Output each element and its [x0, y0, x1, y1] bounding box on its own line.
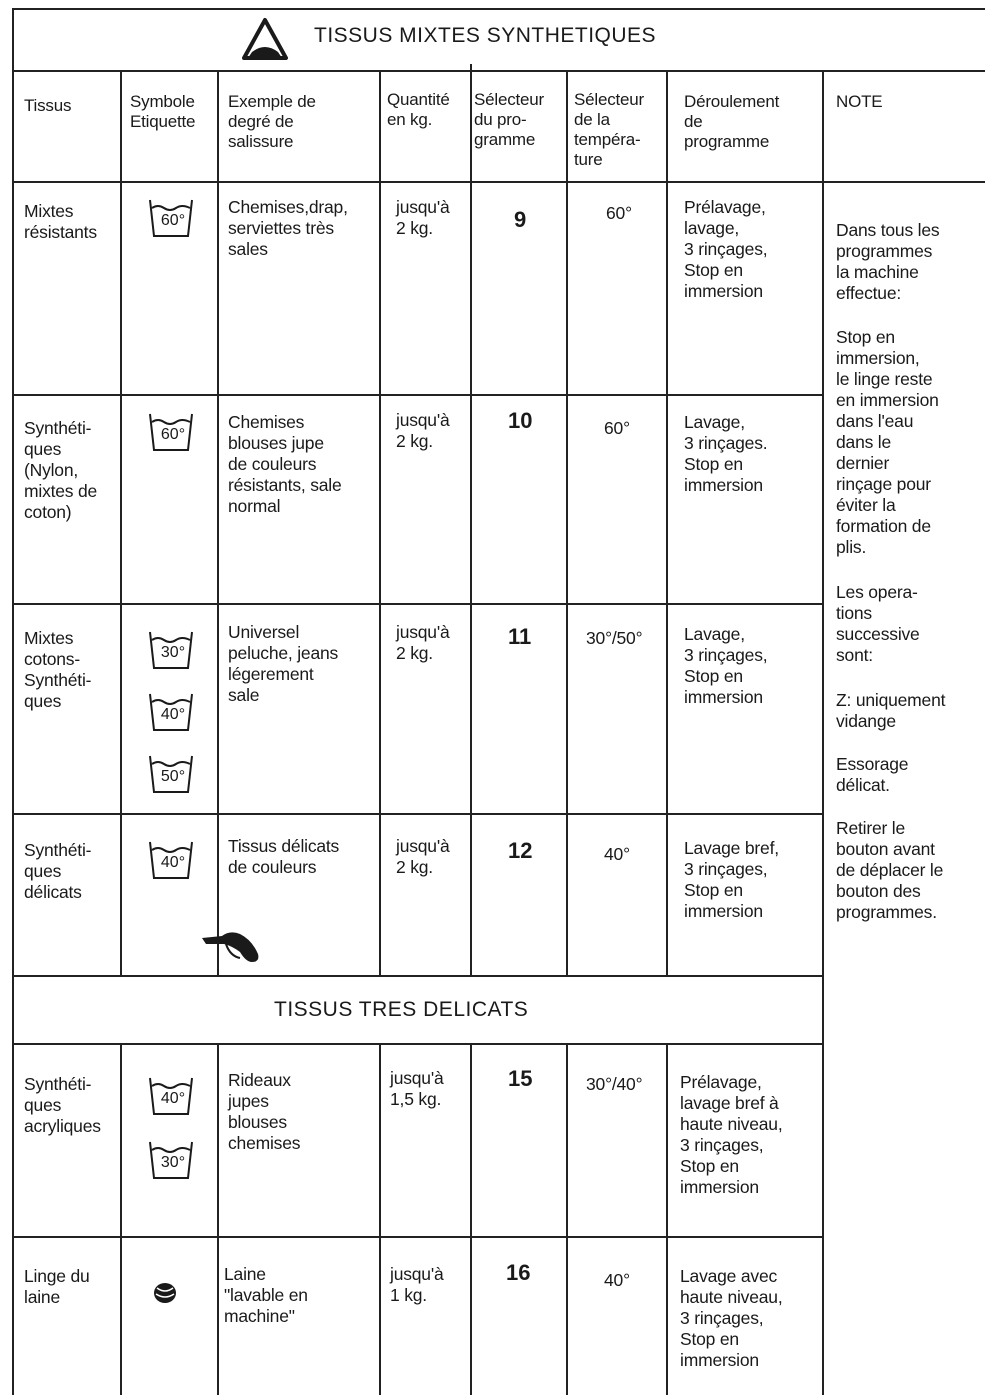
header-tissus: Tissus: [24, 96, 72, 115]
note-paragraph: Retirer le bouton avant de déplacer le bouton des programmes.: [836, 818, 944, 922]
row1-bottom-border: [12, 394, 824, 396]
wash-tub-icon: [146, 628, 196, 670]
symbol-temp-label: 30°: [160, 1154, 186, 1171]
symbol-temp-label: 60°: [160, 212, 186, 229]
col-sep-2b: [217, 1043, 219, 1395]
row2-exemple: Chemises blouses jupe de couleurs résistants, sale normal: [228, 412, 342, 516]
header-quantite: Quantité en kg.: [387, 90, 450, 129]
header-selecteur-temperature: Sélecteur de la tempéra- ture: [574, 90, 645, 169]
title-warning-icon: [240, 16, 290, 66]
col-sep-6: [666, 70, 668, 975]
delicate-title-bottom-border: [12, 1043, 824, 1045]
symbol-temp-label: 40°: [160, 1090, 186, 1107]
row4-temperature: 40°: [604, 844, 630, 864]
col-sep-5: [566, 70, 568, 975]
row1-deroulement: Prélavage, lavage, 3 rinçages, Stop en immersion: [684, 197, 768, 301]
row4-deroulement: Lavage bref, 3 rinçages, Stop en immersion: [684, 838, 779, 921]
row3-temperature: 30°/50°: [586, 628, 643, 648]
table-left-border: [12, 8, 14, 1395]
row4-quantite: jusqu'à 2 kg.: [396, 836, 450, 877]
note-paragraph: Z: uniquement vidange: [836, 690, 946, 731]
row2-quantite: jusqu'à 2 kg.: [396, 410, 450, 451]
row1-tissus: Mixtes résistants: [24, 201, 97, 242]
note-paragraph: Stop en immersion, le linge reste en immersion dans l'eau dans le dernier rinçage pour éviter la formation de plis.: [836, 327, 939, 557]
row6-exemple: Laine "lavable en machine": [224, 1264, 308, 1326]
row5-quantite: jusqu'à 1,5 kg.: [390, 1068, 444, 1109]
header-selecteur-programme: Sélecteur du pro- gramme: [474, 90, 545, 149]
note-paragraph: Essorage délicat.: [836, 754, 909, 795]
wash-tub-icon: [146, 410, 196, 452]
symbol-temp-label: 40°: [160, 854, 186, 871]
col-sep-7: [822, 70, 824, 1395]
col-sep-1b: [120, 1043, 122, 1395]
wash-tub-icon: [146, 196, 196, 238]
col-sep-4b: [470, 1043, 472, 1395]
row3-tissus: Mixtes cotons- Synthéti- ques: [24, 628, 92, 711]
row4-tissus: Synthéti- ques délicats: [24, 840, 92, 902]
wash-tub-icon: [146, 690, 196, 732]
row2-temperature: 60°: [604, 418, 630, 438]
header-deroulement: Déroulement de programme: [684, 92, 780, 151]
symbol-temp-label: 50°: [160, 768, 186, 785]
row5-temperature: 30°/40°: [586, 1074, 643, 1094]
row4-programme: 12: [508, 838, 533, 863]
row2-deroulement: Lavage, 3 rinçages. Stop en immersion: [684, 412, 768, 495]
row5-tissus: Synthéti- ques acryliques: [24, 1074, 101, 1136]
header-row-bottom-border: [12, 181, 985, 183]
row6-quantite: jusqu'à 1 kg.: [390, 1264, 444, 1305]
wash-tub-icon: [146, 838, 196, 880]
section-title-synthetics: TISSUS MIXTES SYNTHETIQUES: [314, 24, 657, 47]
header-note: NOTE: [836, 92, 883, 111]
wash-tub-icon: [146, 1138, 196, 1180]
note-paragraph: Les opera- tions successive sont:: [836, 582, 920, 665]
row3-exemple: Universel peluche, jeans légerement sale: [228, 622, 339, 705]
wash-tub-icon: [146, 1074, 196, 1116]
wash-tub-icon: [146, 752, 196, 794]
row6-deroulement: Lavage avec haute niveau, 3 rinçages, Stop en immersion: [680, 1266, 783, 1370]
row3-quantite: jusqu'à 2 kg.: [396, 622, 450, 663]
header-symbole: Symbole Etiquette: [130, 92, 196, 131]
row1-temperature: 60°: [606, 203, 632, 223]
row3-deroulement: Lavage, 3 rinçages, Stop en immersion: [684, 624, 768, 707]
row2-bottom-border: [12, 603, 824, 605]
row6-temperature: 40°: [604, 1270, 630, 1290]
row5-programme: 15: [508, 1066, 533, 1091]
row1-exemple: Chemises,drap, serviettes très sales: [228, 197, 348, 259]
row5-deroulement: Prélavage, lavage bref à haute niveau, 3 rinçages, Stop en immersion: [680, 1072, 783, 1197]
row2-tissus: Synthéti- ques (Nylon, mixtes de coton): [24, 418, 98, 522]
header-row-top-border: [12, 70, 985, 72]
symbol-temp-label: 30°: [160, 644, 186, 661]
wool-ball-icon: [150, 1280, 180, 1306]
col-sep-6b: [666, 1043, 668, 1395]
col-sep-4: [470, 64, 472, 975]
table-top-border: [12, 8, 985, 10]
row6-tissus: Linge du laine: [24, 1266, 90, 1307]
row1-quantite: jusqu'à 2 kg.: [396, 197, 450, 238]
row4-exemple: Tissus délicats de couleurs: [228, 836, 340, 877]
row5-exemple: Rideaux jupes blouses chemises: [228, 1070, 301, 1153]
row2-programme: 10: [508, 408, 533, 433]
col-sep-2: [217, 70, 219, 975]
row4-bottom-border: [12, 975, 824, 977]
row1-programme: 9: [514, 207, 527, 232]
col-sep-3: [379, 70, 381, 975]
row3-bottom-border: [12, 813, 824, 815]
col-sep-1: [120, 70, 122, 975]
note-paragraph: Dans tous les programmes la machine effectue:: [836, 220, 940, 303]
hand-wash-icon: [200, 922, 264, 966]
row6-programme: 16: [506, 1260, 531, 1285]
col-sep-3b: [379, 1043, 381, 1395]
row3-programme: 11: [508, 624, 532, 649]
section-title-delicate: TISSUS TRES DELICATS: [274, 998, 529, 1021]
col-sep-5b: [566, 1043, 568, 1395]
symbol-temp-label: 60°: [160, 426, 186, 443]
symbol-temp-label: 40°: [160, 706, 186, 723]
header-exemple: Exemple de degré de salissure: [228, 92, 316, 151]
row5-bottom-border: [12, 1236, 824, 1238]
